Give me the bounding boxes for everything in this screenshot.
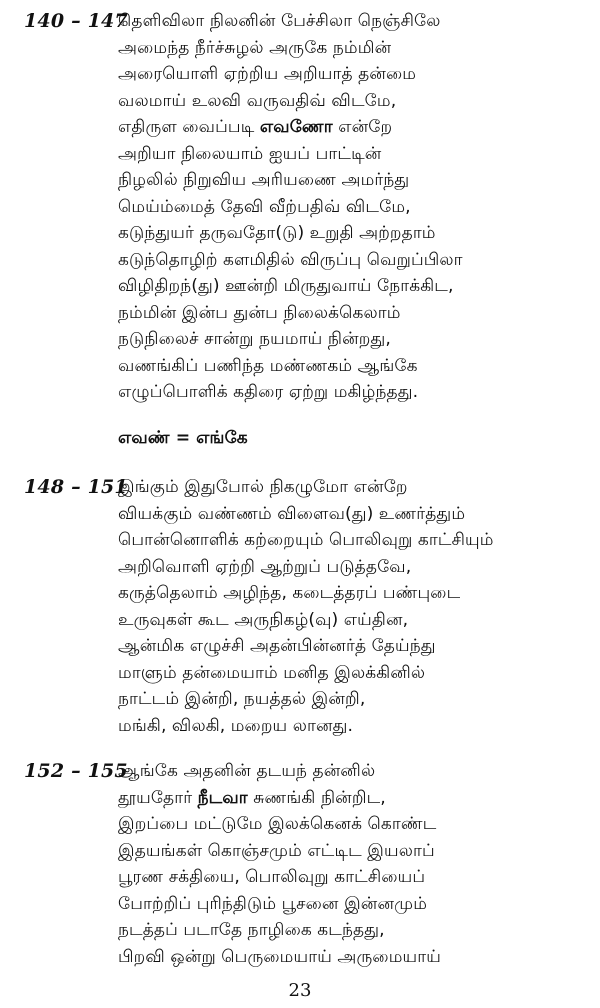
verse-line: அமைந்த நீர்ச்சுழல் அருகே நம்மின்: [118, 37, 392, 58]
verse-line: வலமாய் உலவி வருவதிவ் விடமே,: [118, 90, 397, 111]
verse-line: நடுநிலைச் சான்று நயமாய் நின்றது,: [118, 329, 391, 349]
verse-line: தூயதோர் நீடவா சுணங்கி நின்றிட,: [118, 787, 386, 808]
verse-line: பொன்னொளிக் கற்றையும் பொலிவுறு காட்சியும்: [118, 530, 494, 550]
verse-reference: 140 – 147: [24, 10, 128, 32]
verse-line: ஆங்கே அதனின் தடயந் தன்னில்: [118, 761, 376, 781]
verse-line: நம்மின் இன்ப துன்ப நிலைக்கெலாம்: [118, 302, 401, 323]
verse-line: இறப்பை மட்டுமே இலக்கெனக் கொண்ட: [118, 814, 437, 834]
verse-line: கடுந்துயர் தருவதோ(டு) உறுதி அற்றதாம்: [118, 223, 436, 243]
glossary-note: எவண் = எங்கே: [118, 428, 248, 448]
verse-line: அறியா நிலையாம் ஐயப் பாட்டின்: [118, 143, 382, 164]
verse-line: மங்கி, விலகி, மறைய லானது.: [118, 715, 354, 736]
verse-line: மெய்ம்மைத் தேவி வீற்பதிவ் விடமே,: [118, 196, 411, 217]
page-number: 23: [288, 980, 312, 1001]
verse-line: போற்றிப் புரிந்திடும் பூசனை இன்னமும்: [118, 893, 428, 914]
verse-line: இதயங்கள் கொஞ்சமும் எட்டிட இயலாப்: [118, 840, 435, 861]
verse-line: வணங்கிப் பணிந்த மண்ணகம் ஆங்கே: [118, 355, 418, 376]
verse-line: நடத்தப் படாதே நாழிகை கடந்தது,: [118, 920, 385, 940]
verse-line: பூரண சக்தியை, பொலிவுறு காட்சியைப்: [118, 867, 426, 887]
verse-line: கடுந்தொழிற் களமிதில் விருப்பு வெறுப்பிலா: [118, 249, 463, 270]
verse-line: நாட்டம் இன்றி, நயத்தல் இன்றி,: [118, 689, 366, 709]
verse-line: வியக்கும் வண்ணம் விளைவ(து) உணர்த்தும்: [118, 503, 466, 524]
verse-line: ஆன்மிக எழுச்சி அதன்பின்னர்த் தேய்ந்து: [118, 636, 436, 656]
verse-line: விழிதிறந்(து) ஊன்றி மிருதுவாய் நோக்கிட,: [118, 276, 454, 296]
verse-line: எழுப்பொளிக் கதிரை ஏற்று மகிழ்ந்தது.: [118, 382, 419, 402]
verse-line: உருவுகள் கூட அருநிகழ்(வு) எய்தின,: [118, 609, 409, 630]
verse-line: தெளிவிலா நிலனின் பேச்சிலா நெஞ்சிலே: [118, 11, 441, 31]
verse-reference: 148 – 151: [24, 476, 128, 498]
verse-line: அரையொளி ஏற்றிய அறியாத் தன்மை: [118, 64, 417, 84]
verse-reference: 152 – 155: [24, 760, 128, 782]
verse-line: கருத்தெலாம் அழிந்த, கடைத்தரப் பண்புடை: [118, 583, 461, 603]
verse-line: இங்கும் இதுபோல் நிகழுமோ என்றே: [118, 477, 408, 497]
verse-line: நிழலில் நிறுவிய அரியணை அமர்ந்து: [118, 170, 410, 190]
verse-line: பிறவி ஒன்று பெருமையாய் அருமையாய்: [118, 946, 441, 967]
verse-line: அறிவொளி ஏற்றி ஆற்றுப் படுத்தவே,: [118, 556, 412, 577]
verse-line: எதிருள வைப்படி எவணோ என்றே: [118, 117, 393, 137]
verse-line: மாளும் தன்மையாம் மனித இலக்கினில்: [118, 662, 426, 683]
